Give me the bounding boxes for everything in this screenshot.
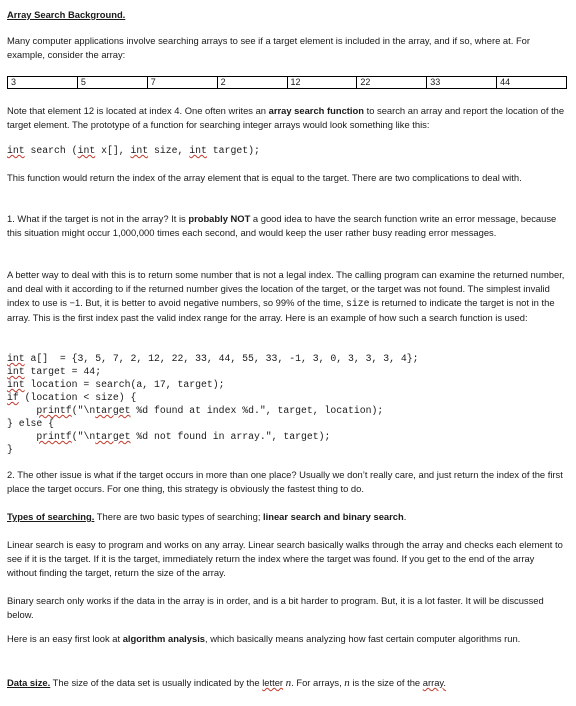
code-line: } else { xyxy=(7,418,55,429)
return-paragraph: This function would return the index of the array element that is equal to the target. There are two complications to deal with. xyxy=(7,172,522,183)
better-way-paragraph: A better way to deal with this is to return some number that is not a legal index. The calling program can examine the returned number, and deal with it according to if the returned number gives the location of the target, or the target was not found. The simplest invalid index to use is −1. But, it is better to avoid negative numbers, so 99% of the time, size is returned to indicate the target is not in the array. This is the first index past the valid index range for the array. Here is an example of how such a search function is used: xyxy=(7,269,565,323)
bold-term: probably NOT xyxy=(188,213,251,224)
array-cell: 22 xyxy=(357,77,427,89)
intro-paragraph: Many computer applications involve searching arrays to see if a target element is included in the array, and if so, where at. For example, consider the array: xyxy=(7,35,531,60)
code-line: } xyxy=(7,444,13,455)
question-2-paragraph: 2. The other issue is what if the target occurs in more than one place? Usually we don’t really care, and just return the index of the first place the target occurs. For one thing, this strategy is obviously the fastest thing to do. xyxy=(7,469,563,494)
example-code-block xyxy=(7,352,565,456)
math-variable: n xyxy=(344,677,350,689)
code-line: if (location < size) { xyxy=(7,392,137,403)
question-1-paragraph: 1. What if the target is not in the array? It is probably NOT a good idea to have the search function write an error message, because this situation might occur 1,000,000 times each second, and would keep the user rather busy reading error messages. xyxy=(7,213,557,238)
array-cell: 5 xyxy=(77,77,147,89)
page-title: Array Search Background. xyxy=(7,9,126,20)
section-heading: Data size. xyxy=(7,677,51,688)
array-cell: 44 xyxy=(497,77,567,89)
bold-term: algorithm analysis xyxy=(122,633,206,644)
array-cell: 2 xyxy=(217,77,287,89)
types-paragraph: Types of searching. There are two basic types of searching; linear search and binary search. xyxy=(7,511,407,522)
code-line: int location = search(a, 17, target); xyxy=(7,379,225,390)
note-paragraph: Note that element 12 is located at index 4. One often writes an array search function to search an array and report the location of the target element. The prototype of a function for searching integer arrays would look something like this: xyxy=(7,105,565,130)
example-array-table xyxy=(7,76,567,89)
code-line: int a[] = {3, 5, 7, 2, 12, 22, 33, 44, 55, 33, -1, 3, 0, 3, 3, 3, 4}; xyxy=(7,353,419,364)
array-cell: 3 xyxy=(8,77,78,89)
section-heading: Types of searching. xyxy=(7,511,95,522)
code-line: printf("\ntarget %d found at index %d.", target, location); xyxy=(36,405,384,416)
math-variable: n xyxy=(285,677,292,689)
analysis-paragraph: Here is an easy first look at algorithm analysis, which basically means analyzing how fast certain computer algorithms run. xyxy=(7,633,521,644)
code-line: printf("\ntarget %d not found in array.", target); xyxy=(36,431,331,442)
code-line: int target = 44; xyxy=(7,366,102,377)
prototype-code: int search (int x[], int size, int target); xyxy=(7,145,260,156)
array-cell: 33 xyxy=(427,77,497,89)
linear-search-paragraph: Linear search is easy to program and works on any array. Linear search basically walks through the array and checks each element to see if it is the target. If it is the target, immediately return the index where the target was found. If you get to the end of the array without finding the target, return the size of the array. xyxy=(7,539,563,578)
bold-term: linear search and binary search xyxy=(263,511,404,522)
bold-term: array search function xyxy=(268,105,364,116)
binary-search-paragraph: Binary search only works if the data in the array is in order, and is a bit harder to program. But, it is a lot faster. It will be discussed below. xyxy=(7,595,544,620)
array-cell: 7 xyxy=(147,77,217,89)
data-size-paragraph: Data size. The size of the data set is usually indicated by the letter n. For arrays, n is the size of the array. xyxy=(7,677,447,689)
array-cell: 12 xyxy=(287,77,357,89)
